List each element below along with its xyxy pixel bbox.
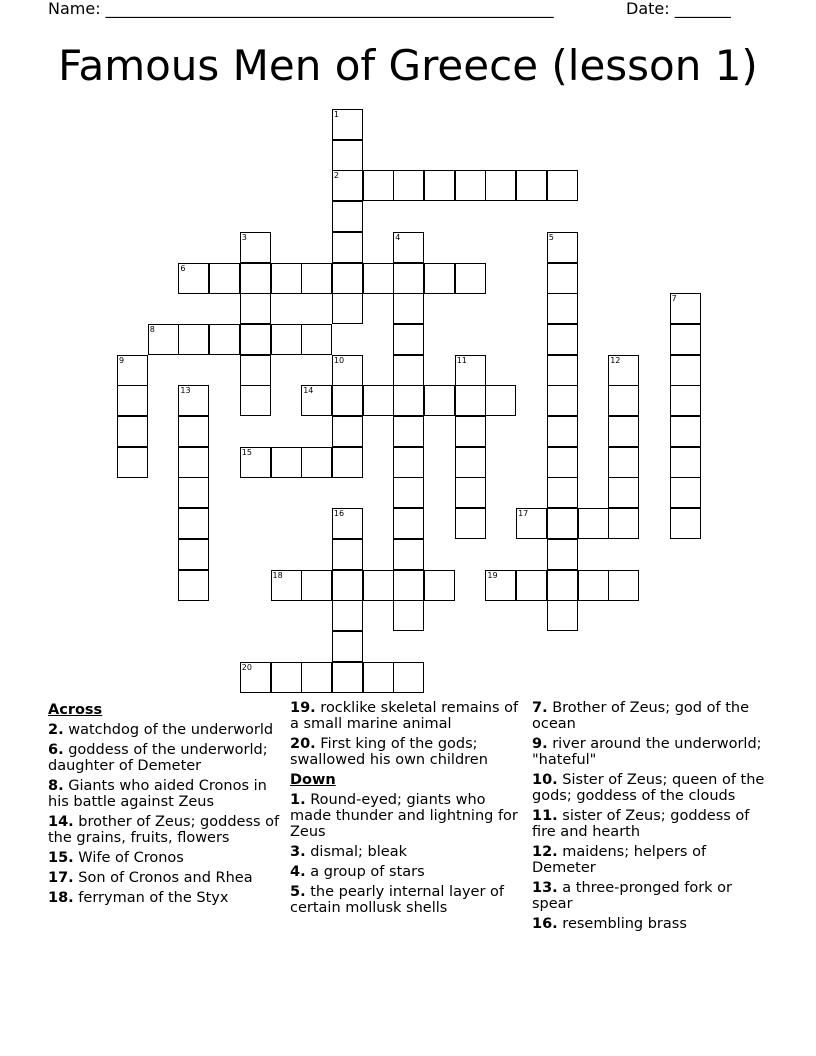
cell-number: 15 bbox=[241, 447, 252, 457]
clue bbox=[48, 890, 280, 906]
grid-cell[interactable] bbox=[547, 324, 578, 355]
grid-cell[interactable] bbox=[301, 447, 332, 478]
clue-number: 8. bbox=[48, 778, 64, 794]
clue bbox=[532, 808, 772, 840]
grid-cell[interactable] bbox=[240, 662, 271, 693]
grid-cell[interactable] bbox=[178, 477, 209, 508]
clue bbox=[48, 778, 280, 810]
clue bbox=[48, 722, 280, 738]
clue-number: 1. bbox=[290, 792, 306, 808]
grid-cell[interactable] bbox=[455, 385, 486, 416]
clue-number: 18. bbox=[48, 890, 74, 906]
clue bbox=[48, 870, 280, 886]
grid-cell[interactable] bbox=[608, 355, 639, 386]
clue-text: Son of Cronos and Rhea bbox=[73, 870, 253, 886]
grid-cell[interactable] bbox=[332, 385, 363, 416]
grid-cell[interactable] bbox=[271, 263, 302, 294]
cell-number: 2 bbox=[333, 171, 339, 181]
clue-text: river around the underworld; "hateful" bbox=[532, 736, 762, 768]
grid-cell[interactable] bbox=[455, 447, 486, 478]
cell-number: 18 bbox=[272, 570, 283, 580]
grid-cell[interactable] bbox=[485, 385, 516, 416]
clue bbox=[290, 884, 528, 916]
grid-cell[interactable] bbox=[547, 355, 578, 386]
grid-cell[interactable] bbox=[301, 263, 332, 294]
clue bbox=[532, 700, 772, 732]
clue bbox=[290, 700, 528, 732]
grid-cell[interactable] bbox=[393, 293, 424, 324]
grid-cell[interactable] bbox=[363, 263, 394, 294]
name-field-label[interactable]: Name: ________________________________________________________ bbox=[48, 0, 554, 18]
grid-cell[interactable] bbox=[240, 447, 271, 478]
clue-number: 19. bbox=[290, 700, 316, 716]
grid-cell[interactable] bbox=[393, 232, 424, 263]
grid-cell[interactable] bbox=[178, 416, 209, 447]
cell-number: 13 bbox=[180, 386, 191, 396]
grid-cell[interactable] bbox=[393, 477, 424, 508]
clue bbox=[48, 742, 280, 774]
grid-cell[interactable] bbox=[363, 385, 394, 416]
grid-cell[interactable] bbox=[670, 508, 701, 539]
clue bbox=[290, 844, 528, 860]
grid-cell[interactable] bbox=[332, 263, 363, 294]
grid-cell[interactable] bbox=[301, 385, 332, 416]
grid-cell[interactable] bbox=[178, 508, 209, 539]
clue bbox=[290, 792, 528, 840]
grid-cell[interactable] bbox=[332, 232, 363, 263]
grid-cell[interactable] bbox=[547, 570, 578, 601]
clue bbox=[48, 850, 280, 866]
grid-cell[interactable] bbox=[393, 263, 424, 294]
grid-cell[interactable] bbox=[178, 324, 209, 355]
grid-cell[interactable] bbox=[332, 570, 363, 601]
grid-cell[interactable] bbox=[485, 570, 516, 601]
clue bbox=[48, 814, 280, 846]
cell-number: 14 bbox=[303, 386, 314, 396]
clue-column-1 bbox=[48, 700, 280, 910]
grid-cell[interactable] bbox=[332, 539, 363, 570]
grid-cell[interactable] bbox=[547, 263, 578, 294]
grid-cell[interactable] bbox=[455, 477, 486, 508]
clue-text: resembling brass bbox=[557, 916, 687, 932]
clue-number: 11. bbox=[532, 808, 558, 824]
grid-cell[interactable] bbox=[516, 508, 547, 539]
clue-text: goddess of the underworld; daughter of Demeter bbox=[48, 742, 268, 774]
clue-number: 14. bbox=[48, 814, 74, 830]
cell-number: 11 bbox=[456, 355, 467, 365]
grid-cell[interactable] bbox=[608, 570, 639, 601]
clue-heading: Down bbox=[290, 772, 336, 788]
grid-cell[interactable] bbox=[393, 170, 424, 201]
cell-number: 7 bbox=[671, 294, 677, 304]
cell-number: 19 bbox=[487, 570, 498, 580]
page-title: Famous Men of Greece (lesson 1) bbox=[58, 41, 758, 90]
grid-cell[interactable] bbox=[547, 600, 578, 631]
grid-cell[interactable] bbox=[117, 385, 148, 416]
grid-cell[interactable] bbox=[301, 570, 332, 601]
clue-text: a three-pronged fork or spear bbox=[532, 880, 733, 912]
clue-text: sister of Zeus; goddess of fire and hearth bbox=[532, 808, 750, 840]
grid-cell[interactable] bbox=[271, 570, 302, 601]
grid-cell[interactable] bbox=[516, 570, 547, 601]
clue-text: Wife of Cronos bbox=[73, 850, 184, 866]
grid-cell[interactable] bbox=[547, 293, 578, 324]
clue bbox=[532, 916, 772, 932]
grid-cell[interactable] bbox=[393, 355, 424, 386]
clue-text: Brother of Zeus; god of the ocean bbox=[532, 700, 749, 732]
grid-cell[interactable] bbox=[670, 324, 701, 355]
grid-cell[interactable] bbox=[148, 324, 179, 355]
grid-cell[interactable] bbox=[455, 508, 486, 539]
grid-cell[interactable] bbox=[393, 416, 424, 447]
clue-text: ferryman of the Styx bbox=[73, 890, 229, 906]
grid-cell[interactable] bbox=[271, 662, 302, 693]
clue-number: 5. bbox=[290, 884, 306, 900]
cell-number: 4 bbox=[395, 232, 401, 242]
grid-cell[interactable] bbox=[670, 385, 701, 416]
grid-cell[interactable] bbox=[547, 477, 578, 508]
clue bbox=[532, 736, 772, 768]
grid-cell[interactable] bbox=[332, 508, 363, 539]
cell-number: 10 bbox=[333, 355, 345, 365]
grid-cell[interactable] bbox=[393, 600, 424, 631]
grid-cell[interactable] bbox=[332, 355, 363, 386]
grid-cell[interactable] bbox=[670, 477, 701, 508]
clue bbox=[532, 844, 772, 876]
grid-cell[interactable] bbox=[240, 324, 271, 355]
grid-cell[interactable] bbox=[117, 355, 148, 386]
cell-number: 16 bbox=[333, 509, 345, 519]
grid-cell[interactable] bbox=[178, 447, 209, 478]
grid-cell[interactable] bbox=[332, 201, 363, 232]
grid-cell[interactable] bbox=[608, 385, 639, 416]
clue-text: Round-eyed; giants who made thunder and lightning for Zeus bbox=[290, 792, 518, 840]
clue-text: the pearly internal layer of certain mollusk shells bbox=[290, 884, 505, 916]
grid-cell[interactable] bbox=[393, 539, 424, 570]
grid-cell[interactable] bbox=[485, 170, 516, 201]
grid-cell[interactable] bbox=[332, 140, 363, 171]
clue bbox=[290, 864, 528, 880]
grid-cell[interactable] bbox=[424, 170, 455, 201]
grid-cell[interactable] bbox=[670, 447, 701, 478]
clue-text: Giants who aided Cronos in his battle against Zeus bbox=[48, 778, 267, 810]
grid-cell[interactable] bbox=[332, 109, 363, 140]
grid-cell[interactable] bbox=[393, 662, 424, 693]
grid-cell[interactable] bbox=[547, 508, 578, 539]
clue bbox=[532, 880, 772, 912]
grid-cell[interactable] bbox=[301, 662, 332, 693]
clue-number: 17. bbox=[48, 870, 74, 886]
grid-cell[interactable] bbox=[240, 232, 271, 263]
clue-text: rocklike skeletal remains of a small marine animal bbox=[290, 700, 519, 732]
clue bbox=[532, 772, 772, 804]
grid-cell[interactable] bbox=[117, 416, 148, 447]
grid-cell[interactable] bbox=[393, 447, 424, 478]
grid-cell[interactable] bbox=[332, 662, 363, 693]
clue-number: 6. bbox=[48, 742, 64, 758]
grid-cell[interactable] bbox=[547, 447, 578, 478]
cell-number: 8 bbox=[149, 324, 155, 334]
grid-cell[interactable] bbox=[455, 263, 486, 294]
grid-cell[interactable] bbox=[608, 416, 639, 447]
grid-cell[interactable] bbox=[178, 570, 209, 601]
cell-number: 3 bbox=[241, 232, 247, 242]
clue-text: Sister of Zeus; queen of the gods; goddess of the clouds bbox=[532, 772, 765, 804]
grid-cell[interactable] bbox=[240, 385, 271, 416]
grid-cell[interactable] bbox=[363, 170, 394, 201]
grid-cell[interactable] bbox=[178, 385, 209, 416]
grid-cell[interactable] bbox=[670, 293, 701, 324]
clue bbox=[290, 736, 528, 768]
clue-number: 12. bbox=[532, 844, 558, 860]
grid-cell[interactable] bbox=[455, 416, 486, 447]
grid-cell[interactable] bbox=[547, 416, 578, 447]
grid-cell[interactable] bbox=[424, 263, 455, 294]
grid-cell[interactable] bbox=[516, 170, 547, 201]
grid-cell[interactable] bbox=[240, 355, 271, 386]
clue-number: 2. bbox=[48, 722, 64, 738]
clue-number: 13. bbox=[532, 880, 558, 896]
grid-cell[interactable] bbox=[455, 355, 486, 386]
grid-cell[interactable] bbox=[240, 293, 271, 324]
clue-column-3 bbox=[532, 700, 772, 936]
clue-number: 20. bbox=[290, 736, 316, 752]
clue-column-2 bbox=[290, 700, 528, 920]
grid-cell[interactable] bbox=[608, 447, 639, 478]
grid-cell[interactable] bbox=[332, 600, 363, 631]
cell-number: 5 bbox=[548, 232, 554, 242]
grid-cell[interactable] bbox=[332, 416, 363, 447]
grid-cell[interactable] bbox=[332, 170, 363, 201]
cell-number: 9 bbox=[119, 355, 125, 365]
cell-number: 17 bbox=[518, 509, 529, 519]
grid-cell[interactable] bbox=[178, 263, 209, 294]
grid-cell[interactable] bbox=[363, 570, 394, 601]
date-field-label[interactable]: Date: _______ bbox=[626, 0, 731, 18]
grid-cell[interactable] bbox=[455, 170, 486, 201]
grid-cell[interactable] bbox=[240, 263, 271, 294]
clue-number: 7. bbox=[532, 700, 548, 716]
grid-cell[interactable] bbox=[670, 355, 701, 386]
clue-number: 15. bbox=[48, 850, 74, 866]
grid-cell[interactable] bbox=[547, 232, 578, 263]
clue-number: 3. bbox=[290, 844, 306, 860]
grid-cell[interactable] bbox=[117, 447, 148, 478]
grid-cell[interactable] bbox=[209, 263, 240, 294]
grid-cell[interactable] bbox=[363, 662, 394, 693]
grid-cell[interactable] bbox=[578, 508, 609, 539]
clue-text: a group of stars bbox=[305, 864, 425, 880]
cell-number: 20 bbox=[241, 662, 252, 672]
grid-cell[interactable] bbox=[332, 447, 363, 478]
grid-cell[interactable] bbox=[608, 477, 639, 508]
clue-number: 16. bbox=[532, 916, 558, 932]
grid-cell[interactable] bbox=[393, 508, 424, 539]
grid-cell[interactable] bbox=[608, 508, 639, 539]
clue-text: maidens; helpers of Demeter bbox=[532, 844, 707, 876]
grid-cell[interactable] bbox=[547, 539, 578, 570]
grid-cell[interactable] bbox=[332, 293, 363, 324]
grid-cell[interactable] bbox=[670, 416, 701, 447]
clue-text: brother of Zeus; goddess of the grains, fruits, flowers bbox=[48, 814, 280, 846]
grid-cell[interactable] bbox=[178, 539, 209, 570]
grid-cell[interactable] bbox=[578, 570, 609, 601]
clue-number: 4. bbox=[290, 864, 306, 880]
grid-cell[interactable] bbox=[332, 631, 363, 662]
cell-number: 6 bbox=[180, 263, 186, 273]
cell-number: 12 bbox=[610, 355, 621, 365]
grid-cell[interactable] bbox=[424, 385, 455, 416]
grid-cell[interactable] bbox=[424, 570, 455, 601]
grid-cell[interactable] bbox=[301, 324, 332, 355]
clue-text: watchdog of the underworld bbox=[63, 722, 274, 738]
grid-cell[interactable] bbox=[271, 324, 302, 355]
clue-number: 10. bbox=[532, 772, 558, 788]
grid-cell[interactable] bbox=[393, 570, 424, 601]
grid-cell[interactable] bbox=[393, 385, 424, 416]
clue-text: dismal; bleak bbox=[305, 844, 407, 860]
grid-cell[interactable] bbox=[271, 447, 302, 478]
grid-cell[interactable] bbox=[547, 170, 578, 201]
clue-number: 9. bbox=[532, 736, 548, 752]
grid-cell[interactable] bbox=[209, 324, 240, 355]
clue-heading: Across bbox=[48, 702, 103, 718]
cell-number: 1 bbox=[333, 110, 339, 119]
clue-text: First king of the gods; swallowed his own children bbox=[290, 736, 488, 768]
grid-cell[interactable] bbox=[393, 324, 424, 355]
grid-cell[interactable] bbox=[547, 385, 578, 416]
